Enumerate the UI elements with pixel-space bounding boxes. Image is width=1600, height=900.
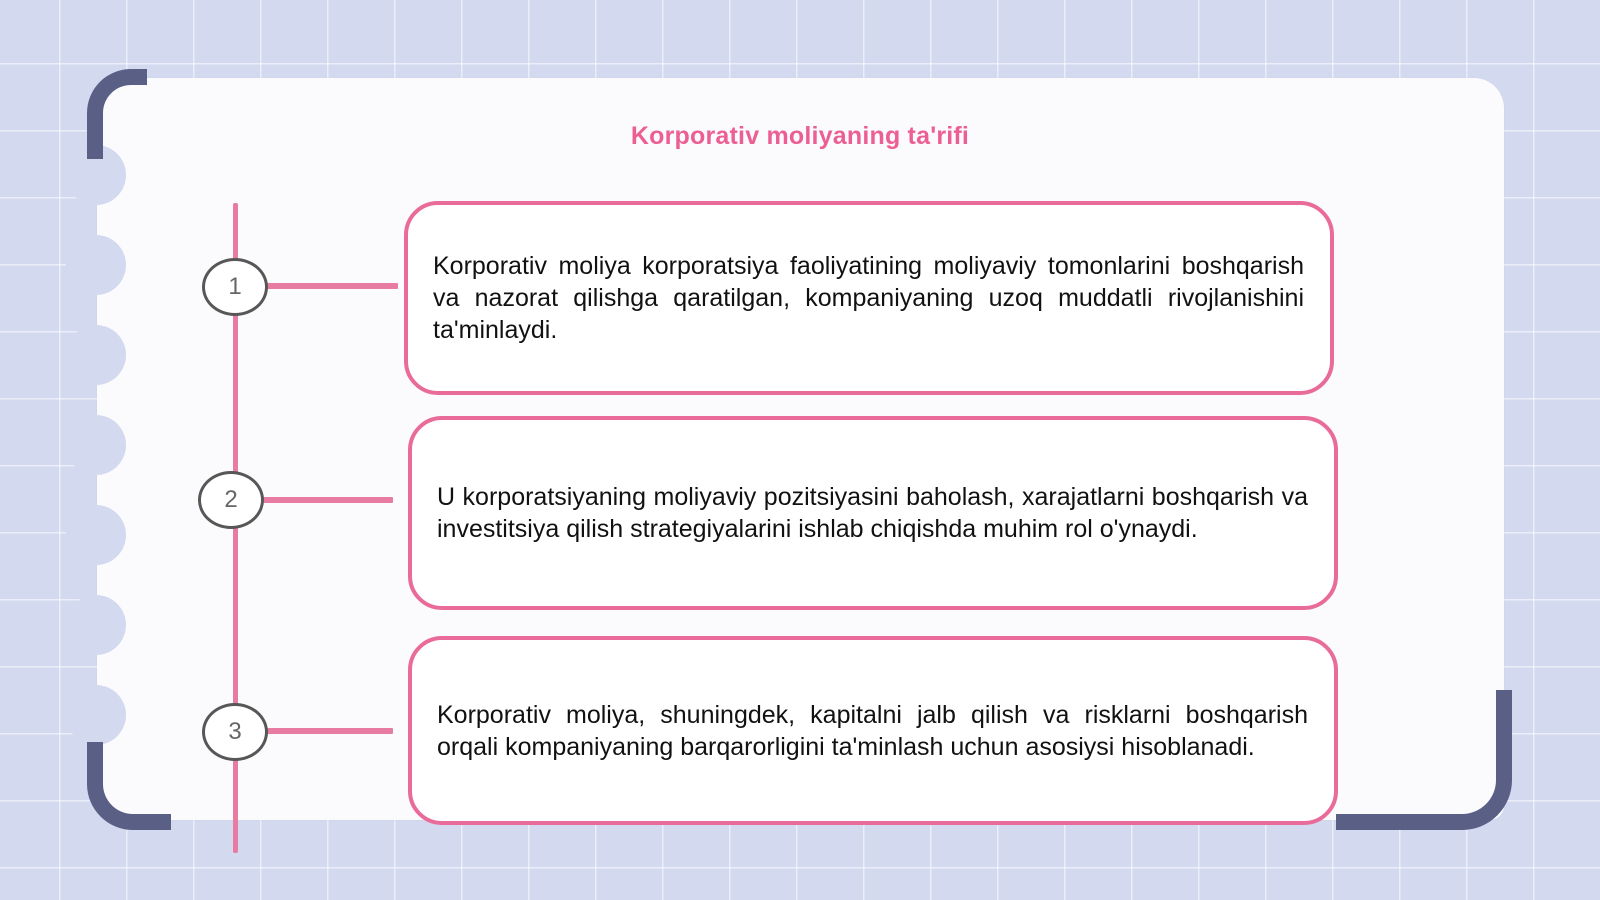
corner-bracket-bottom-left: [87, 742, 171, 830]
corner-bracket-bottom-right: [1336, 690, 1512, 830]
step-number-1: 1: [202, 258, 268, 316]
binder-notch: [66, 505, 126, 565]
corner-bracket-top-left: [87, 69, 147, 159]
binder-notch: [66, 415, 126, 475]
content-text-3: Korporativ moliya, shuningdek, kapitalni jalb qilish va risklarni boshqarish orqali kompaniyaning barqarorligini ta'minlash uchun asosiysi hisoblanadi.: [437, 700, 1308, 761]
timeline-connector-2: [262, 497, 393, 503]
binder-notch: [66, 325, 126, 385]
timeline-connector-3: [266, 728, 393, 734]
binder-notch: [66, 595, 126, 655]
content-box-3: [408, 636, 1338, 825]
slide-title: Korporativ moliyaning ta'rifi: [630, 122, 970, 150]
content-box-1: [404, 201, 1334, 395]
step-number-3: 3: [202, 703, 268, 761]
content-text-2: U korporatsiyaning moliyaviy pozitsiyasini baholash, xarajatlarni boshqarish va investitsiya qilish strategiyalarini ishlab chiqishda muhim rol o'ynaydi.: [437, 483, 1308, 543]
step-number-2: 2: [198, 471, 264, 529]
content-box-2: [408, 416, 1338, 610]
timeline-connector-1: [266, 283, 398, 289]
binder-notch: [66, 685, 126, 745]
binder-notch: [66, 235, 126, 295]
content-text-1: Korporativ moliya korporatsiya faoliyatining moliyaviy tomonlarini boshqarish va nazorat qilishga qaratilgan, kompaniyaning uzoq muddatli rivojlanishini ta'minlaydi.: [433, 252, 1304, 344]
